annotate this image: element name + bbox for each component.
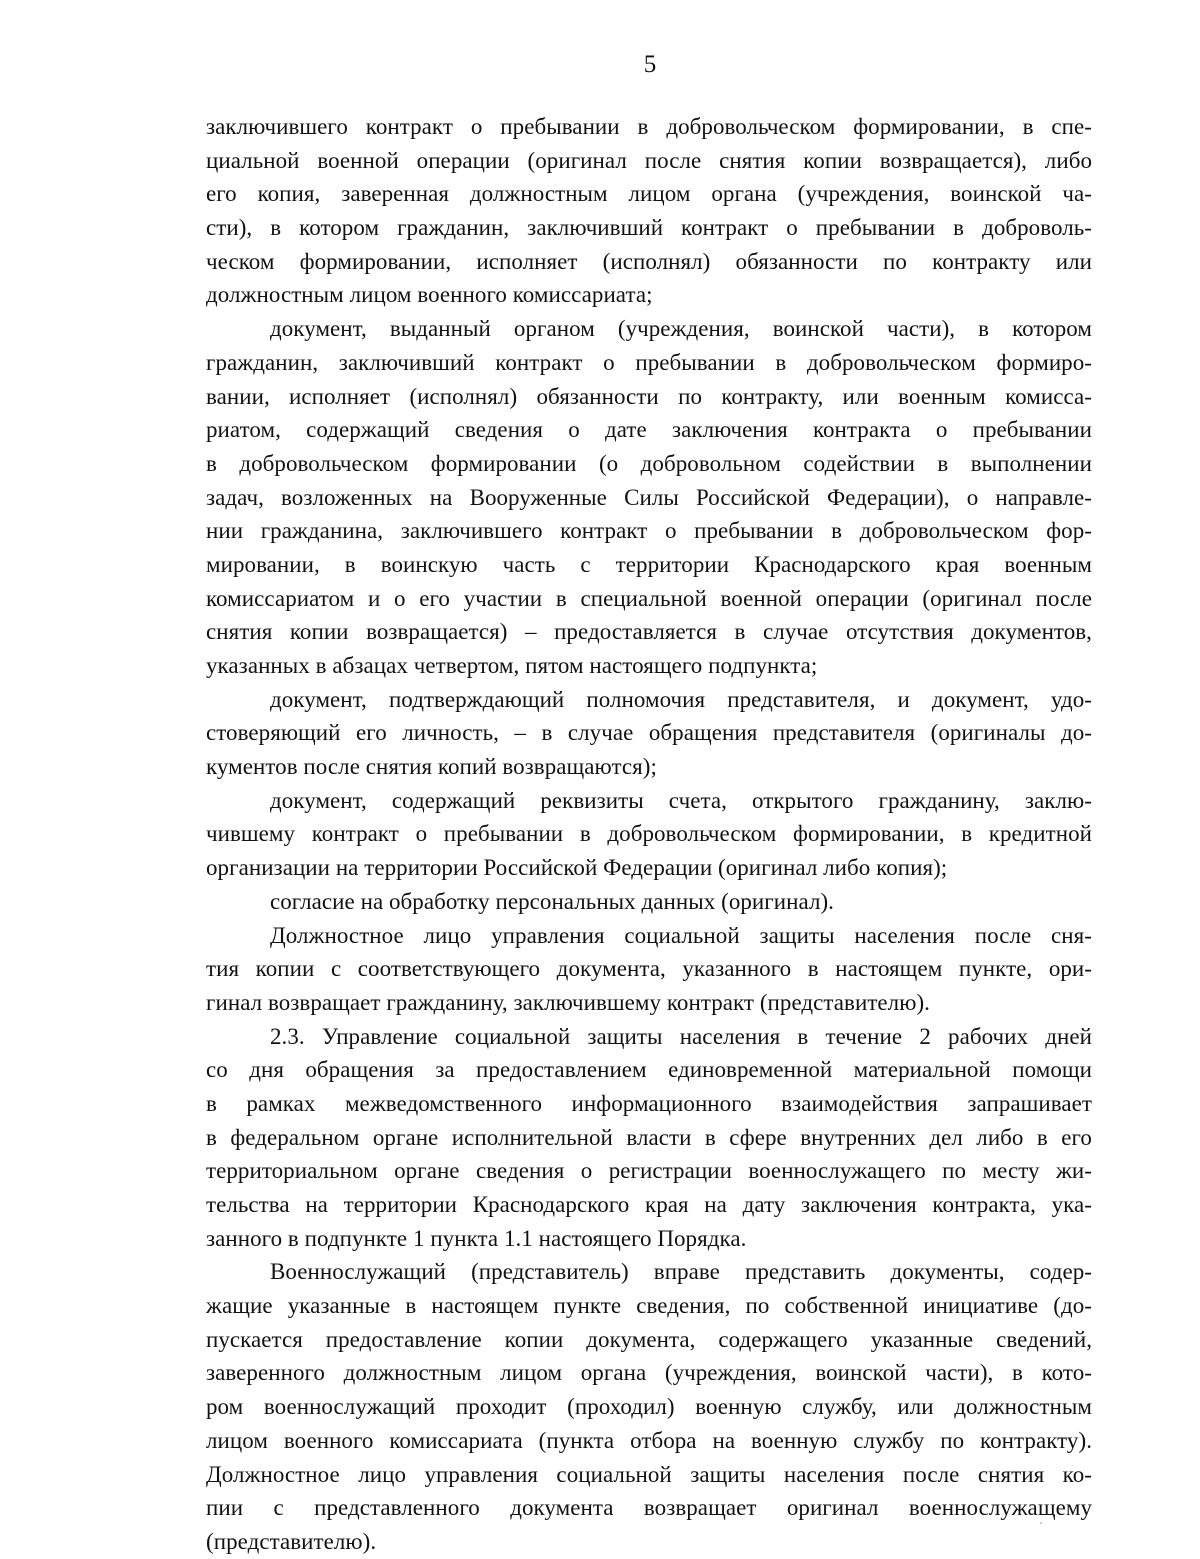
text-line: согласие на обработку персональных данных (оригинал). <box>270 888 834 914</box>
text-line: тельства на территории Краснодарского края на дату заключения контракта, ука- <box>206 1192 1092 1217</box>
text-line: заключившего контракт о пребывании в добровольческом формировании, в спе- <box>206 114 1092 139</box>
text-line: Военнослужащий (представитель) вправе представить документы, содер- <box>270 1259 1092 1285</box>
text-line: занного в подпункте 1 пункта 1.1 настоящего Порядка. <box>206 1225 747 1251</box>
text-line: комиссариатом и о его участии в специальной военной операции (оригинал после <box>206 585 1092 611</box>
text-line: в рамках межведомственного информационного взаимодействия запрашивает <box>206 1090 1092 1116</box>
text-line: должностным лицом военного комиссариата; <box>206 282 653 308</box>
text-line: гражданин, заключивший контракт о пребывании в добровольческом формиро- <box>206 349 1092 375</box>
text-line: территориальном органе сведения о регистрации военнослужащего по месту жи- <box>206 1158 1092 1184</box>
text-line: кументов после снятия копий возвращаются); <box>206 754 657 780</box>
text-line: со дня обращения за предоставлением единовременной материальной помощи <box>206 1057 1092 1083</box>
text-line: сти), в котором гражданин, заключивший контракт о пребывании в доброволь- <box>206 215 1092 241</box>
text-line: гинал возвращает гражданину, заключившему контракт (представителю). <box>206 989 930 1015</box>
text-line: нии гражданина, заключившего контракт о пребывании в добровольческом фор- <box>206 518 1092 544</box>
text-line: Должностное лицо управления социальной защиты населения после снятия ко- <box>206 1461 1092 1487</box>
text-line: документ, выданный органом (учреждения, воинской части), в котором <box>270 316 1092 342</box>
text-line: ческом формировании, исполняет (исполнял) обязанности по контракту или <box>206 248 1092 274</box>
scan-speck <box>1040 1522 1042 1524</box>
text-line: ром военнослужащий проходит (проходил) военную службу, или должностным <box>206 1394 1092 1420</box>
text-line: (представителю). <box>206 1528 377 1554</box>
text-line: заверенного должностным лицом органа (учреждения, воинской части), в кото- <box>206 1360 1092 1386</box>
text-line: вании, исполняет (исполнял) обязанности по контракту, или военным комисса- <box>206 383 1092 409</box>
text-line: указанных в абзацах четвертом, пятом настоящего подпункта; <box>206 653 818 678</box>
text-line: жащие указанные в настоящем пункте сведения, по собственной инициативе (до- <box>206 1293 1092 1319</box>
text-line: чившему контракт о пребывании в добровольческом формировании, в кредитной <box>206 821 1092 847</box>
text-line: снятия копии возвращается) – предоставляется в случае отсутствия документов, <box>206 619 1092 645</box>
text-line: Должностное лицо управления социальной защиты населения после сня- <box>270 922 1092 948</box>
text-line: в федеральном органе исполнительной власти в сфере внутренних дел либо в его <box>206 1124 1092 1150</box>
text-line: в добровольческом формировании (о добровольном содействии в выполнении <box>206 450 1092 476</box>
text-line: циальной военной операции (оригинал после снятия копии возвращается), либо <box>206 147 1092 173</box>
text-line: тия копии с соответствующего документа, указанного в настоящем пункте, ори- <box>206 956 1092 982</box>
text-line: мировании, в воинскую часть с территории Краснодарского края военным <box>206 551 1092 577</box>
text-line: риатом, содержащий сведения о дате заключения контракта о пребывании <box>206 417 1092 443</box>
body-text <box>206 110 1092 1559</box>
text-line: лицом военного комиссариата (пункта отбора на военную службу по контракту). <box>206 1427 1092 1453</box>
text-line: пускается предоставление копии документа, содержащего указанные сведений, <box>206 1326 1092 1352</box>
text-line: документ, содержащий реквизиты счета, открытого гражданину, заклю- <box>270 787 1092 813</box>
text-line: стоверяющий его личность, – в случае обращения представителя (оригиналы до- <box>206 720 1092 746</box>
text-line: 2.3. Управление социальной защиты населения в течение 2 рабочих дней <box>270 1023 1092 1049</box>
text-line: документ, подтверждающий полномочия представителя, и документ, удо- <box>270 686 1092 712</box>
page-number: 5 <box>643 51 657 78</box>
text-line: его копия, заверенная должностным лицом органа (учреждения, воинской ча- <box>206 181 1092 207</box>
text-line: пии с представленного документа возвращает оригинал военнослужащему <box>206 1495 1092 1521</box>
text-line: задач, возложенных на Вооруженные Силы Российской Федерации), о направле- <box>206 484 1092 510</box>
text-line: организации на территории Российской Федерации (оригинал либо копия); <box>206 855 948 881</box>
